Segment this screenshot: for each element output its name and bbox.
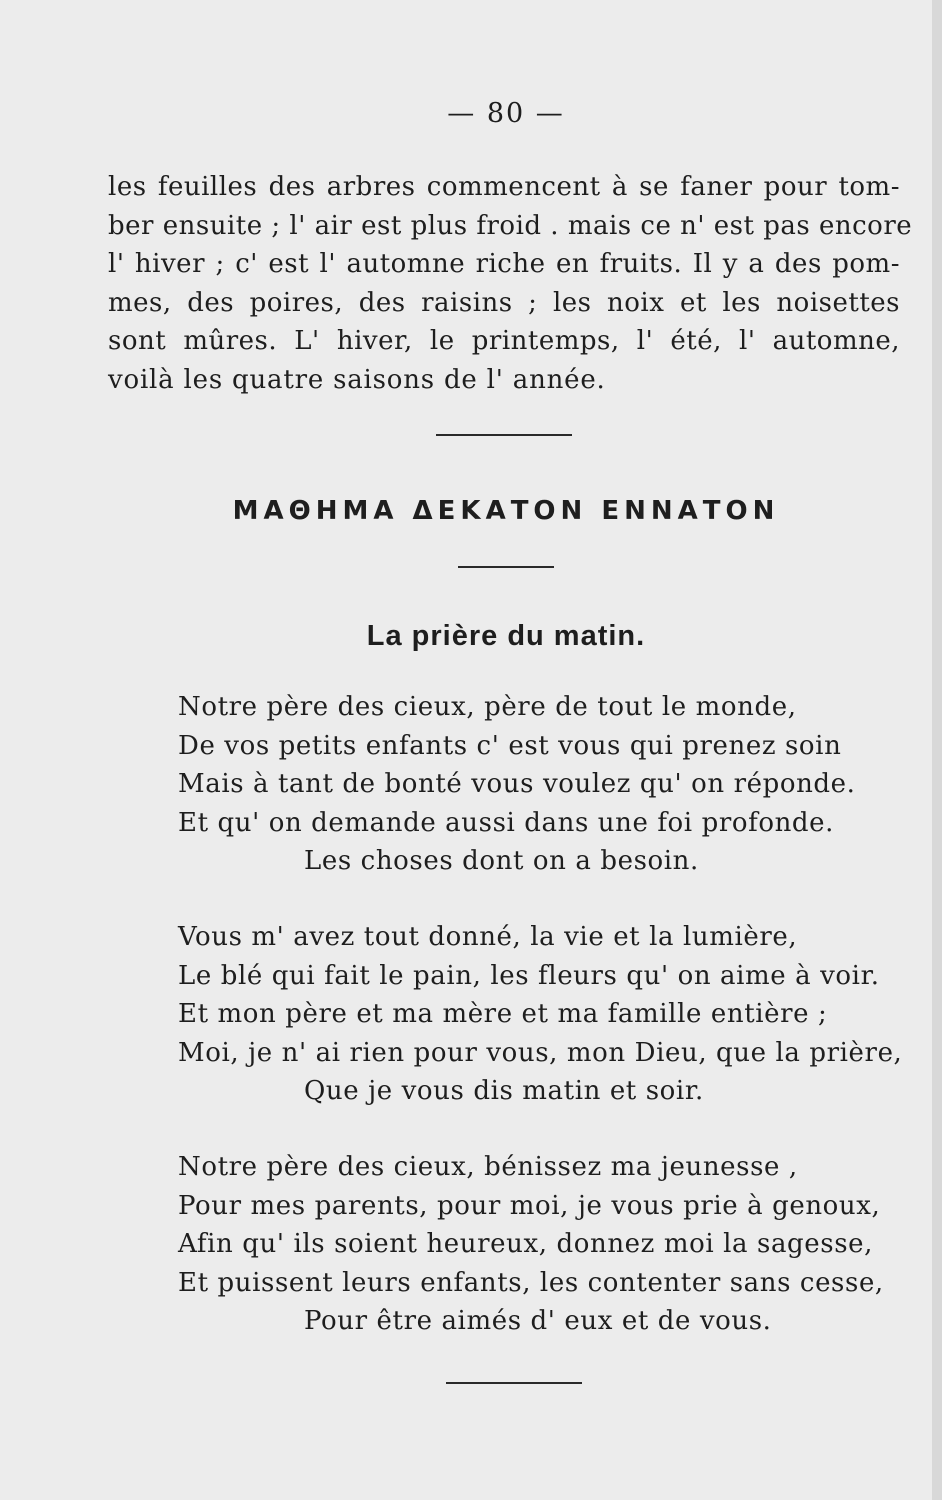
poem-line: Mais à tant de bonté vous voulez qu' on réponde. [178,769,856,799]
prose-line: l' hiver ; c' est l' automne riche en fruits. Il y a des pom- [108,249,900,279]
poem-stanza-3 [178,1148,908,1341]
title-divider [458,566,554,568]
lesson-title: ΜΑΘΗΜΑ ΔΕΚΑΤΟΝ ΕΝΝΑΤΟΝ [232,496,780,526]
page-edge-shadow [932,0,942,1500]
poem-line: Et mon père et ma mère et ma famille entière ; [178,999,828,1029]
poem-line: Pour être aimés d' eux et de vous. [304,1306,772,1336]
page-number: — 80 — [447,98,565,129]
poem-line: Le blé qui fait le pain, les fleurs qu' on aime à voir. [178,960,880,991]
poem-line: De vos petits enfants c' est vous qui prenez soin [178,730,842,761]
poem-line: Et puissent leurs enfants, les contenter sans cesse, [178,1267,884,1298]
prose-line: mes, des poires, des raisins ; les noix et les noisettes [108,287,900,318]
poem-line: Pour mes parents, pour moi, je vous prie à genoux, [178,1190,881,1221]
end-divider [446,1382,582,1384]
section-divider [436,434,572,436]
poem-line: Les choses dont on a besoin. [304,846,699,876]
prose-line: les feuilles des arbres commencent à se faner pour tom- [108,172,900,202]
prose-line: ber ensuite ; l' air est plus froid . mais ce n' est pas encore [108,210,913,241]
poem-title: La prière du matin. [366,620,646,652]
poem-stanza-1 [178,688,908,881]
prose-line: voilà les quatre saisons de l' année. [108,364,606,395]
poem-line: Notre père des cieux, père de tout le monde, [178,692,797,722]
prose-paragraph [108,168,913,399]
poem-stanza-2 [178,918,908,1111]
poem-line: Et qu' on demande aussi dans une foi profonde. [178,807,835,838]
poem-line: Que je vous dis matin et soir. [304,1076,704,1106]
poem-line: Afin qu' ils soient heureux, donnez moi la sagesse, [178,1229,874,1259]
prose-line: sont mûres. L' hiver, le printemps, l' été, l' automne, [108,326,900,356]
poem-line: Moi, je n' ai rien pour vous, mon Dieu, que la prière, [178,1037,903,1068]
poem-line: Vous m' avez tout donné, la vie et la lumière, [178,922,798,952]
poem-line: Notre père des cieux, bénissez ma jeunesse , [178,1152,798,1182]
